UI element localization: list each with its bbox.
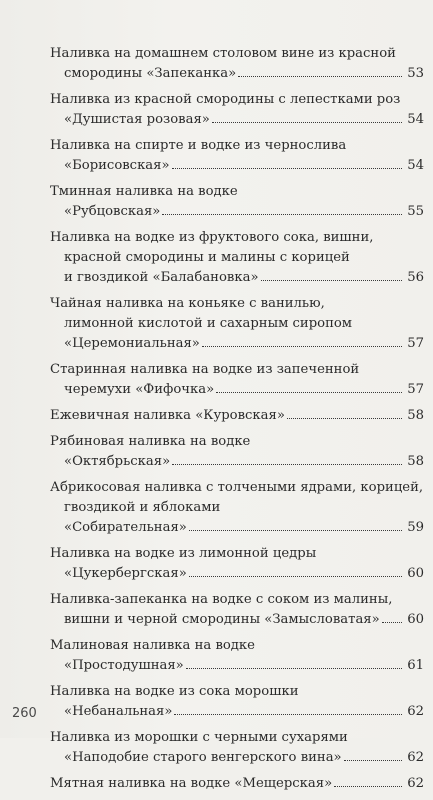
entry-title-end: Ежевичная наливка «Куровская» <box>50 408 285 423</box>
page-number: 57 <box>407 382 424 397</box>
page-number: 62 <box>407 750 424 765</box>
entry-title-line: Наливка на водке из сока морошки <box>50 684 299 699</box>
toc-entry <box>50 728 424 768</box>
dot-leader <box>344 760 402 761</box>
dot-leader <box>334 786 402 787</box>
entry-last-line <box>50 564 424 584</box>
entry-title-line: Старинная наливка на водке из запеченной <box>50 362 360 377</box>
entry-title-line: Наливка из морошки с черными сухарями <box>50 730 348 745</box>
entry-last-line <box>50 380 424 400</box>
entry-title-end: вишни и черной смородины «Замысловатая» <box>64 612 380 627</box>
entry-last-line <box>50 748 424 768</box>
entry-last-line <box>50 110 424 130</box>
entry-title-line: гвоздикой и яблоками <box>64 500 221 515</box>
toc-entry <box>50 590 424 630</box>
toc-entry <box>50 44 424 84</box>
entry-last-line <box>50 518 424 538</box>
entry-title-end: «Наподобие старого венгерского вина» <box>64 750 342 765</box>
entry-last-line <box>50 64 424 84</box>
page-number: 57 <box>407 336 424 351</box>
entry-last-line <box>50 610 424 630</box>
toc-entry <box>50 544 424 584</box>
entry-title-line: лимонной кислотой и сахарным сиропом <box>64 316 353 331</box>
dot-leader <box>172 464 402 465</box>
entry-title-line: красной смородины и малины с корицей <box>64 250 350 265</box>
entry-title-line: Чайная наливка на коньяке с ванилью, <box>50 296 325 311</box>
entry-title-end: «Собирательная» <box>64 520 187 535</box>
toc-entry <box>50 90 424 130</box>
toc-entry <box>50 294 424 354</box>
page-number: 60 <box>407 612 424 627</box>
entry-title-line: Тминная наливка на водке <box>50 184 238 199</box>
entry-title-line: Наливка на спирте и водке из чернослива <box>50 138 347 153</box>
dot-leader <box>382 622 402 623</box>
toc-entry <box>50 136 424 176</box>
dot-leader <box>162 214 402 215</box>
entry-last-line <box>50 156 424 176</box>
page-number: 59 <box>407 520 424 535</box>
entry-title-end: «Душистая розовая» <box>64 112 210 127</box>
page-number: 53 <box>407 66 424 81</box>
page-number: 60 <box>407 566 424 581</box>
entry-last-line <box>50 268 424 288</box>
entry-title-end: «Борисовская» <box>64 158 170 173</box>
dot-leader <box>202 346 402 347</box>
table-of-contents <box>50 44 424 800</box>
toc-entry <box>50 228 424 288</box>
entry-title-end: «Октябрьская» <box>64 454 171 469</box>
page-number: 58 <box>407 408 424 423</box>
page-number: 62 <box>407 704 424 719</box>
entry-title-line: Наливка на водке из лимонной цедры <box>50 546 317 561</box>
toc-entry <box>50 682 424 722</box>
dot-leader <box>261 280 402 281</box>
entry-title-end: смородины «Запеканка» <box>64 66 237 81</box>
entry-title-line: Рябиновая наливка на водке <box>50 434 251 449</box>
page-number: 54 <box>407 112 424 127</box>
entry-title-end: «Цукербергская» <box>64 566 187 581</box>
toc-entry <box>50 432 424 472</box>
page-number: 54 <box>407 158 424 173</box>
entry-last-line <box>50 334 424 354</box>
entry-title-end: «Рубцовская» <box>64 204 161 219</box>
page-folio: 260 <box>12 706 37 721</box>
page-number: 56 <box>407 270 424 285</box>
entry-title-end: и гвоздикой «Балабановка» <box>64 270 259 285</box>
entry-title-end: «Церемониальная» <box>64 336 200 351</box>
dot-leader <box>212 122 402 123</box>
dot-leader <box>189 530 402 531</box>
toc-entry <box>50 636 424 676</box>
entry-title-line: Наливка на домашнем столовом вине из красной <box>50 46 396 61</box>
entry-last-line <box>50 656 424 676</box>
entry-last-line <box>50 406 424 426</box>
entry-last-line <box>50 202 424 222</box>
toc-entry <box>50 774 424 794</box>
toc-entry <box>50 478 424 538</box>
entry-title-line: Абрикосовая наливка с толчеными ядрами, корицей, <box>50 480 424 495</box>
entry-title-end: «Простодушная» <box>64 658 184 673</box>
page-number: 55 <box>407 204 424 219</box>
toc-entry <box>50 406 424 426</box>
entry-title-line: Наливка на водке из фруктового сока, вишни, <box>50 230 374 245</box>
dot-leader <box>287 418 402 419</box>
toc-entry <box>50 360 424 400</box>
dot-leader <box>186 668 402 669</box>
page-number: 58 <box>407 454 424 469</box>
dot-leader <box>189 576 402 577</box>
page-number: 62 <box>407 776 424 791</box>
entry-title-line: Наливка из красной смородины с лепестками роз <box>50 92 401 107</box>
dot-leader <box>216 392 402 393</box>
dot-leader <box>174 714 402 715</box>
entry-last-line <box>50 452 424 472</box>
dot-leader <box>172 168 402 169</box>
entry-last-line <box>50 774 424 794</box>
entry-title-line: Малиновая наливка на водке <box>50 638 255 653</box>
entry-title-line: Наливка-запеканка на водке с соком из малины, <box>50 592 393 607</box>
page-number: 61 <box>407 658 424 673</box>
entry-title-end: черемухи «Фифочка» <box>64 382 215 397</box>
dot-leader <box>238 76 402 77</box>
toc-entry <box>50 182 424 222</box>
entry-title-end: Мятная наливка на водке «Мещерская» <box>50 776 333 791</box>
entry-title-end: «Небанальная» <box>64 704 173 719</box>
entry-last-line <box>50 702 424 722</box>
